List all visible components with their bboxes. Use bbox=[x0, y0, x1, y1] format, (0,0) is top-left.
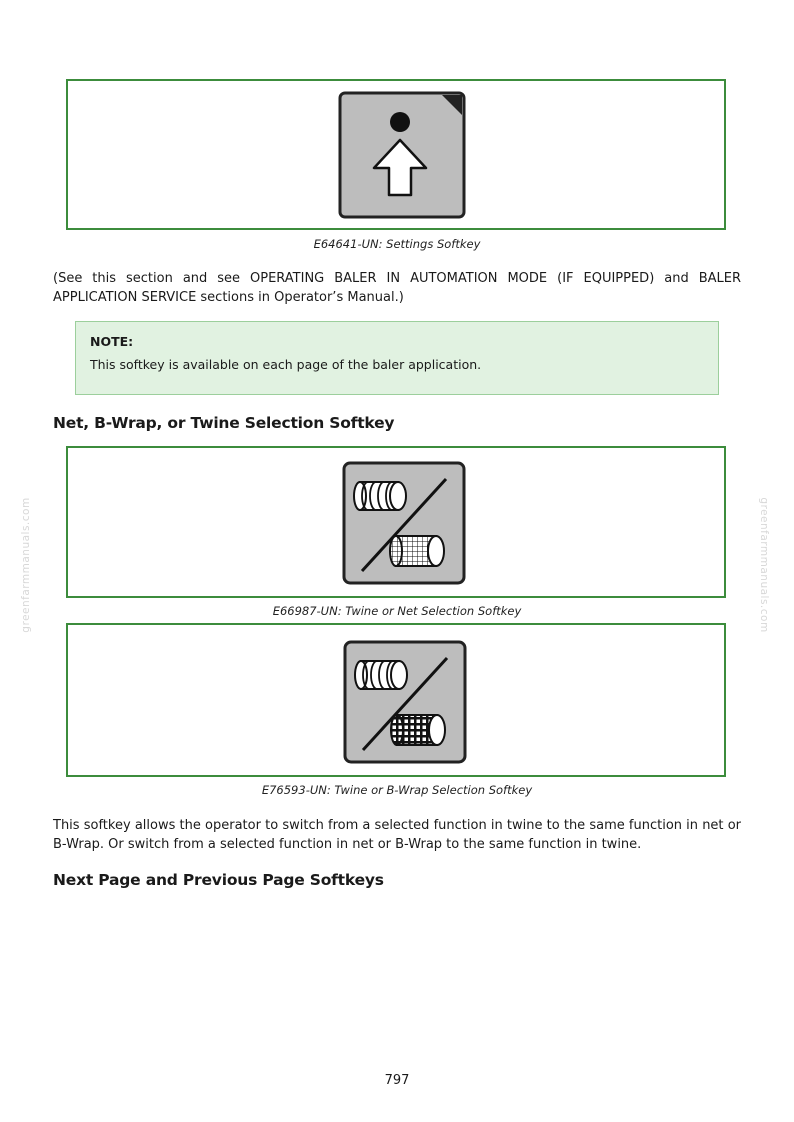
page-number: 797 bbox=[384, 1073, 410, 1088]
settings-softkey-figure bbox=[66, 79, 726, 230]
note-text: This softkey is available on each page of the baler application. bbox=[90, 357, 482, 372]
twine-net-figure bbox=[66, 446, 726, 598]
note-title: NOTE: bbox=[90, 334, 134, 349]
watermark-right: greenfarmmanuals.com bbox=[758, 497, 770, 633]
figure-caption: E66987-UN: Twine or Net Selection Softkey bbox=[272, 604, 522, 618]
figure-caption: E64641-UN: Settings Softkey bbox=[313, 237, 481, 251]
figure-caption: E76593-UN: Twine or B-Wrap Selection Softkey bbox=[261, 783, 533, 797]
note-box bbox=[75, 321, 719, 395]
twine-bwrap-figure bbox=[66, 623, 726, 777]
body-paragraph: This softkey allows the operator to switch from a selected function in twine to the same function in net or B-Wrap. Or switch from a selected function in net or B-Wrap to the same function in twine. bbox=[53, 818, 741, 852]
intro-paragraph: (See this section and see OPERATING BALER IN AUTOMATION MODE (IF EQUIPPED) and BALER APPLICATION SERVICE sections in Operator’s Manual.) bbox=[53, 271, 741, 305]
section-heading: Net, B-Wrap, or Twine Selection Softkey bbox=[53, 414, 395, 432]
twine-bwrap-selection-icon bbox=[343, 640, 467, 764]
settings-softkey-icon bbox=[338, 91, 466, 219]
watermark-left: greenfarmmanuals.com bbox=[20, 497, 32, 633]
section-heading: Next Page and Previous Page Softkeys bbox=[53, 871, 384, 889]
twine-net-selection-icon bbox=[342, 461, 466, 585]
